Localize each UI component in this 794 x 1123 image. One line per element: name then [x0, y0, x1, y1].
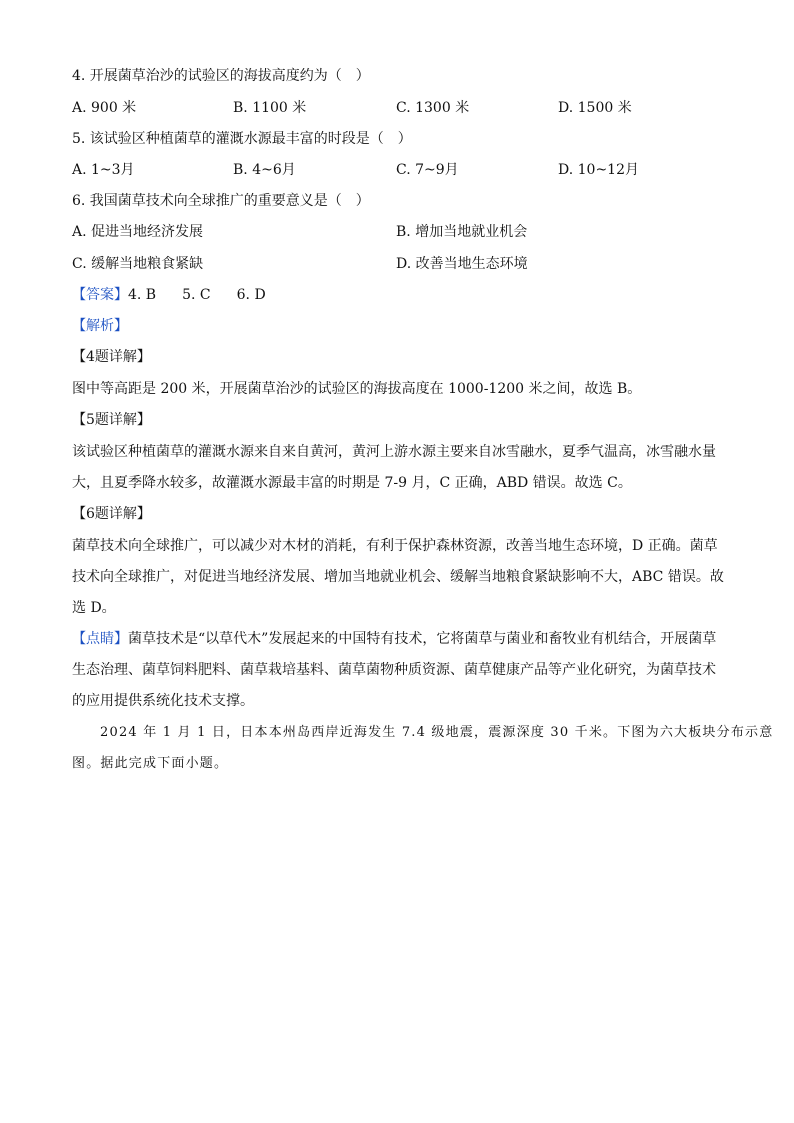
detail-6-line-2: 技术向全球推广，对促进当地经济发展、增加当地就业机会、缓解当地粮食紧缺影响不大，ABC 错误。故	[72, 569, 724, 585]
q5-option-b: B. 4~6月	[233, 162, 296, 178]
intro-line-1: 2024 年 1 月 1 日，日本本州岛西岸近海发生 7.4 级地震，震源深度 30 千米。下图为六大板块分布示意	[100, 725, 774, 740]
detail-5-tag: 【5题详解】	[72, 412, 151, 428]
answer-line	[72, 285, 266, 305]
q6-option-c: C. 缓解当地粮食紧缺	[72, 256, 204, 272]
detail-4-text: 图中等高距是 200 米，开展菌草治沙的试验区的海拔高度在 1000-1200 米之间，故选 B。	[72, 381, 642, 397]
note-line-3: 的应用提供系统化技术支撑。	[72, 693, 254, 709]
q6-option-d: D. 改善当地生态环境	[396, 256, 528, 272]
detail-6-line-3: 选 D。	[72, 600, 116, 616]
q5-option-d: D. 10~12月	[558, 162, 639, 178]
q5-option-c: C. 7~9月	[396, 162, 459, 178]
q5-option-a: A. 1~3月	[72, 162, 135, 178]
q4-stem: 4. 开展菌草治沙的试验区的海拔高度约为（ ）	[72, 68, 370, 84]
q6-option-b: B. 增加当地就业机会	[396, 224, 528, 240]
q4-option-a: A. 900 米	[72, 100, 137, 116]
note-text-1: 菌草技术是“以草代木”发展起来的中国特有技术，它将菌草与菌业和畜牧业有机结合，开展菌草	[128, 631, 717, 647]
q6-option-a: A. 促进当地经济发展	[72, 224, 204, 240]
q5-stem: 5. 该试验区种植菌草的灌溉水源最丰富的时段是（ ）	[72, 131, 412, 147]
note-line-2: 生态治理、菌草饲料肥料、菌草栽培基料、菌草菌物种质资源、菌草健康产品等产业化研究，为菌草技术	[72, 662, 716, 678]
q4-option-b: B. 1100 米	[233, 100, 307, 116]
analysis-tag: 【解析】	[72, 318, 128, 334]
answer-tag: 【答案】	[72, 287, 128, 303]
q4-option-c: C. 1300 米	[396, 100, 470, 116]
intro-line-2: 图。据此完成下面小题。	[72, 756, 229, 771]
q6-stem: 6. 我国菌草技术向全球推广的重要意义是（ ）	[72, 193, 370, 209]
answer-5: 5. C	[182, 287, 211, 303]
note-line-1	[72, 629, 716, 649]
note-tag: 【点睛】	[72, 631, 128, 647]
detail-4-tag: 【4题详解】	[72, 349, 151, 365]
detail-6-line-1: 菌草技术向全球推广，可以减少对木材的消耗，有利于保护森林资源，改善当地生态环境，D 正确。菌草	[72, 538, 718, 554]
answer-4: 4. B	[128, 287, 157, 303]
detail-5-line-1: 该试验区种植菌草的灌溉水源来自来自黄河，黄河上游水源主要来自冰雪融水，夏季气温高，冰雪融水量	[72, 444, 716, 460]
detail-6-tag: 【6题详解】	[72, 506, 151, 522]
answer-6: 6. D	[236, 287, 266, 303]
detail-5-line-2: 大，且夏季降水较多，故灌溉水源最丰富的时期是 7-9 月，C 正确，ABD 错误。故选 C。	[72, 475, 632, 491]
q4-option-d: D. 1500 米	[558, 100, 632, 116]
